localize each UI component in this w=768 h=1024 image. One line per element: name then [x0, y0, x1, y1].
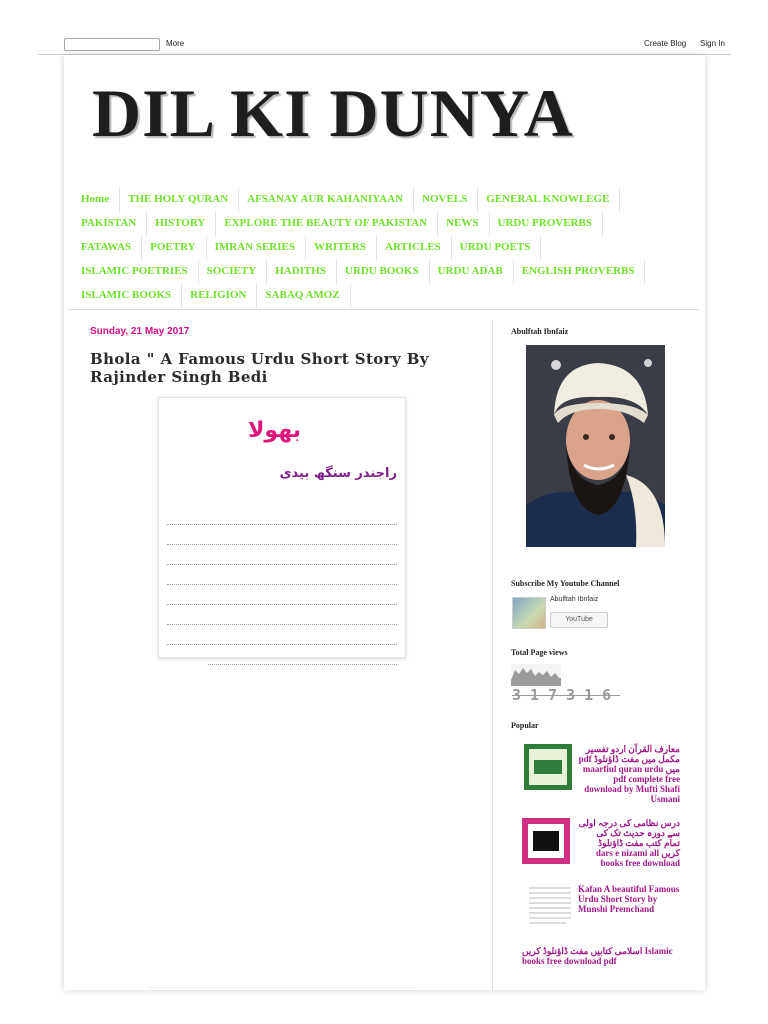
menu-item-pakistan[interactable]: PAKISTAN: [73, 212, 147, 236]
menu-item-urdu-adab[interactable]: URDU ADAB: [430, 260, 514, 284]
menu-item-religion[interactable]: RELIGION: [182, 284, 257, 308]
menu-item-english-proverbs[interactable]: ENGLISH PROVERBS: [514, 260, 646, 284]
menu-item-urdu-poets[interactable]: URDU POETS: [452, 236, 542, 260]
menu-item-urdu-proverbs[interactable]: URDU PROVERBS: [490, 212, 603, 236]
image-urdu-text-block: [167, 510, 397, 670]
column-divider: [492, 320, 493, 990]
blog-title[interactable]: DIL KI DUNYA: [92, 75, 574, 151]
menu-row: [73, 236, 699, 260]
profile-photo[interactable]: [526, 345, 665, 547]
menu-item-imran-series[interactable]: IMRAN SERIES: [207, 236, 306, 260]
popular-thumbnail[interactable]: [522, 818, 570, 864]
menu-item-fatawas[interactable]: FATAWAS: [73, 236, 142, 260]
menu-item-articles[interactable]: ARTICLES: [377, 236, 452, 260]
pageviews-sparkline: [511, 664, 561, 686]
pageviews-heading: Total Page views: [511, 648, 568, 657]
menu-item-novels[interactable]: NOVELS: [414, 188, 478, 212]
popular-post-link[interactable]: درس نظامی کی درجہ اولی سے دورہ حدیث تک کی تمام کتب مفت ڈاؤنلوڈ کریں dars e nizami all books free download: [578, 818, 680, 868]
popular-post-link[interactable]: Kafan A beautiful Famous Urdu Short Story by Munshi Premchand: [578, 884, 680, 914]
image-urdu-author: راجندر سنگھ بیدی: [279, 466, 397, 481]
sign-in-link[interactable]: Sign In: [700, 39, 725, 48]
menu-row: [73, 188, 699, 212]
menu-item-poetry[interactable]: POETRY: [142, 236, 206, 260]
navbar-more-link[interactable]: More: [166, 39, 185, 48]
menu-item-history[interactable]: HISTORY: [147, 212, 216, 236]
popular-heading: Popular: [511, 721, 539, 730]
pageviews-counter: 317316: [512, 686, 621, 704]
menu-item-news[interactable]: NEWS: [438, 212, 489, 236]
navbar-search-input[interactable]: [64, 38, 160, 51]
menu-item-hadiths[interactable]: HADITHS: [267, 260, 337, 284]
post-date: Sunday, 21 May 2017: [90, 326, 190, 337]
menu-item-urdu-books[interactable]: URDU BOOKS: [337, 260, 430, 284]
menu-item-islamic-poetries[interactable]: ISLAMIC POETRIES: [73, 260, 199, 284]
image-urdu-title: بھولا: [248, 418, 301, 443]
profile-heading: Abulftah Ibnfaiz: [511, 327, 569, 336]
popular-thumbnail[interactable]: [524, 744, 572, 790]
popular-post-link[interactable]: معارف القرآن اردو تفسیر مکمل میں مفت ڈاؤنلوڈ pdf میں maarfiul quran urdu pdf complete free download by Mufti Shafi Usmani: [578, 744, 680, 804]
menu-row: [73, 284, 699, 308]
menu-item-afsanay-aur-kahaniyaan[interactable]: AFSANAY AUR KAHANIYAAN: [239, 188, 414, 212]
create-blog-link[interactable]: Create Blog: [644, 39, 687, 48]
main-menu: [73, 188, 699, 308]
youtube-heading: Subscribe My Youtube Channel: [511, 579, 620, 588]
post-image[interactable]: [158, 397, 406, 658]
menu-divider: [68, 309, 699, 310]
menu-item-society[interactable]: SOCIETY: [199, 260, 268, 284]
youtube-subscribe-button[interactable]: YouTube: [550, 612, 608, 628]
menu-item-the-holy-quran[interactable]: THE HOLY QURAN: [120, 188, 239, 212]
post-title[interactable]: Bhola " A Famous Urdu Short Story By Rajinder Singh Bedi: [90, 350, 429, 386]
menu-item-writers[interactable]: WRITERS: [306, 236, 377, 260]
menu-item-general-knowlege[interactable]: GENERAL KNOWLEGE: [478, 188, 620, 212]
menu-row: [73, 260, 699, 284]
menu-row: [73, 212, 699, 236]
popular-post-link[interactable]: اسلامی کتابیں مفت ڈاؤنلوڈ کریں Islamic books free download pdf: [522, 946, 673, 966]
menu-item-home[interactable]: Home: [73, 188, 120, 212]
menu-item-explore-the-beauty-of-pakistan[interactable]: EXPLORE THE BEAUTY OF PAKISTAN: [216, 212, 438, 236]
post-divider: [148, 987, 416, 988]
youtube-channel-thumbnail[interactable]: [512, 597, 546, 629]
menu-item-sabaq-amoz[interactable]: SABAQ AMOZ: [257, 284, 350, 308]
youtube-channel-name[interactable]: Abulftah Ibnfaiz: [550, 596, 599, 603]
blogger-navbar: [38, 36, 731, 55]
popular-thumbnail[interactable]: [526, 882, 574, 928]
menu-item-islamic-books[interactable]: ISLAMIC BOOKS: [73, 284, 182, 308]
